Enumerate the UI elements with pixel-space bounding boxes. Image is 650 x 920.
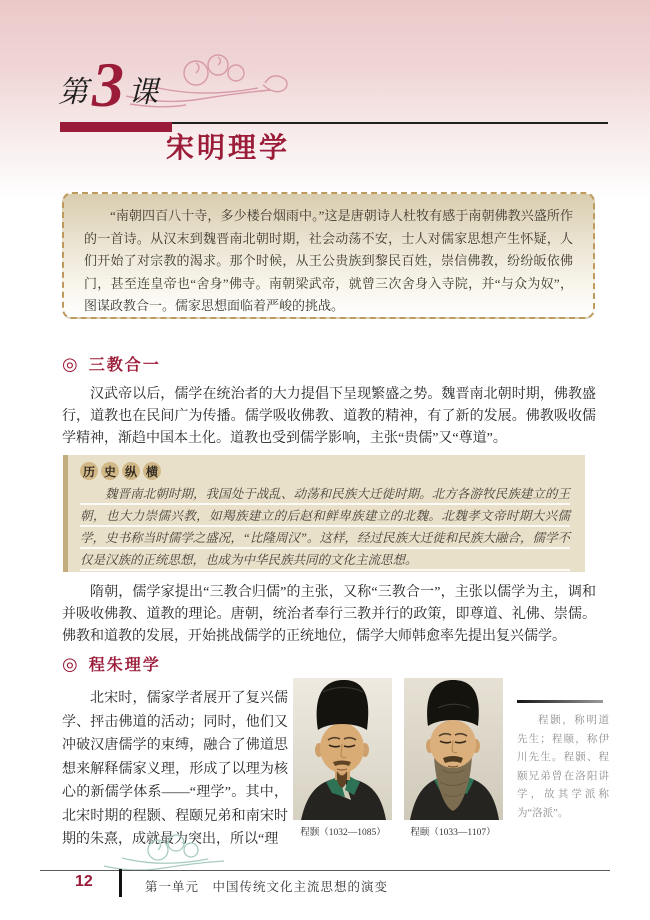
history-sidebar-box — [63, 455, 585, 572]
footer-rule — [40, 870, 610, 871]
paragraph-chengzhu: 北宋时，儒家学者展开了复兴儒学、抨击佛道的活动；同时，他们又冲破汉唐儒学的束缚，融合了佛道思想来解释儒家义理，形成了以理为核心的新儒学体系——“理学”。其中，北宋时期的程颢、程颐兄弟和南宋时期的朱熹，成就最为突出，所以“理 — [62, 691, 288, 847]
section-bullet-icon: ◎ — [62, 353, 78, 374]
margin-note-rule — [517, 700, 603, 703]
section-title: 三教合一 — [88, 357, 161, 374]
paragraph-suitang: 隋朝，儒学家提出“三教合归儒”的主张，又称“三教合一”，主张以儒学为主，调和并吸收佛教、道教的理论。唐朝，统治者奉行三教并行的政策，即尊道、礼佛、崇儒。佛教和道教的发展，开始挑战儒学的正统地位，儒学大师韩愈率先提出复兴儒学。 — [62, 585, 596, 644]
section-title: 程朱理学 — [88, 657, 161, 674]
history-box-title — [80, 462, 570, 480]
footer-page-number: 12 — [75, 873, 93, 890]
footer-divider-bar — [119, 869, 122, 897]
header-rule-bar — [60, 122, 172, 132]
lesson-header — [58, 49, 158, 120]
history-title-char: 纵 — [122, 462, 140, 480]
lesson-prefix: 第 — [58, 75, 88, 109]
page-title: 宋明理学 — [166, 132, 291, 163]
margin-note — [517, 700, 609, 823]
history-title-char: 横 — [143, 462, 161, 480]
intro-quote-text: “南朝四百八十寺，多少楼台烟雨中。”这是唐朝诗人杜牧有感于南朝佛教兴盛所作的一首诗。从汉末到魏晋南北朝时期，社会动荡不安，士人对儒家思想产生怀疑，人们开始了对宗教的渴求。那个时候，从王公贵族到黎民百姓，崇信佛教，纷纷皈依佛门，甚至连皇帝也“舍身”佛寺。南朝梁武帝，就曾三次舍身入寺院，并“与众为奴”，图谋政教合一。儒家思想面临着严峻的挑战。 — [84, 208, 573, 313]
lesson-suffix: 课 — [128, 75, 158, 109]
portrait-caption-cheng-hao: 程颢（1032—1085） — [300, 828, 386, 838]
history-title-char: 历 — [80, 462, 98, 480]
footer-unit-title: 第一单元 中国传统文化主流思想的演变 — [145, 880, 389, 894]
section-heading-sanjiaoheyi — [62, 352, 161, 375]
section-bullet-icon: ◎ — [62, 653, 78, 674]
lesson-number: 3 — [92, 49, 124, 120]
history-title-char: 史 — [101, 462, 119, 480]
paragraph-hanwudi: 汉武帝以后，儒学在统治者的大力提倡下呈现繁盛之势。魏晋南北朝时期，佛教盛行，道教也在民间广为传播。儒学吸收佛教、道教的精神，有了新的发展。佛教吸收儒学精神，渐趋中国本土化。道教也受到儒学影响，主张“贵儒”又“尊道”。 — [62, 387, 596, 446]
margin-note-text: 程颢，称明道先生；程颐，称伊川先生。程颢、程颐兄弟曾在洛阳讲学，故其学派称为“洛派”。 — [517, 715, 609, 819]
portrait-cheng-yi — [404, 678, 503, 820]
section-heading-chengzhu — [62, 652, 161, 675]
portrait-cheng-hao — [293, 678, 392, 820]
portrait-caption-cheng-yi: 程颐（1033—1107） — [410, 828, 496, 838]
intro-quote-box — [62, 192, 595, 319]
history-box-text: 魏晋南北朝时期，我国处于战乱、动荡和民族大迁徙时期。北方各游牧民族建立的王朝，也大力崇儒兴教，如羯族建立的后赵和鲜卑族建立的北魏。北魏孝文帝时期大兴儒学，史书称当时儒学之盛况，“比隆周汉”。这样，经过民族大迁徙和民族大融合，儒学不仅是汉族的正统思想，也成为中华民族共同的文化主流思想。 — [80, 483, 570, 571]
